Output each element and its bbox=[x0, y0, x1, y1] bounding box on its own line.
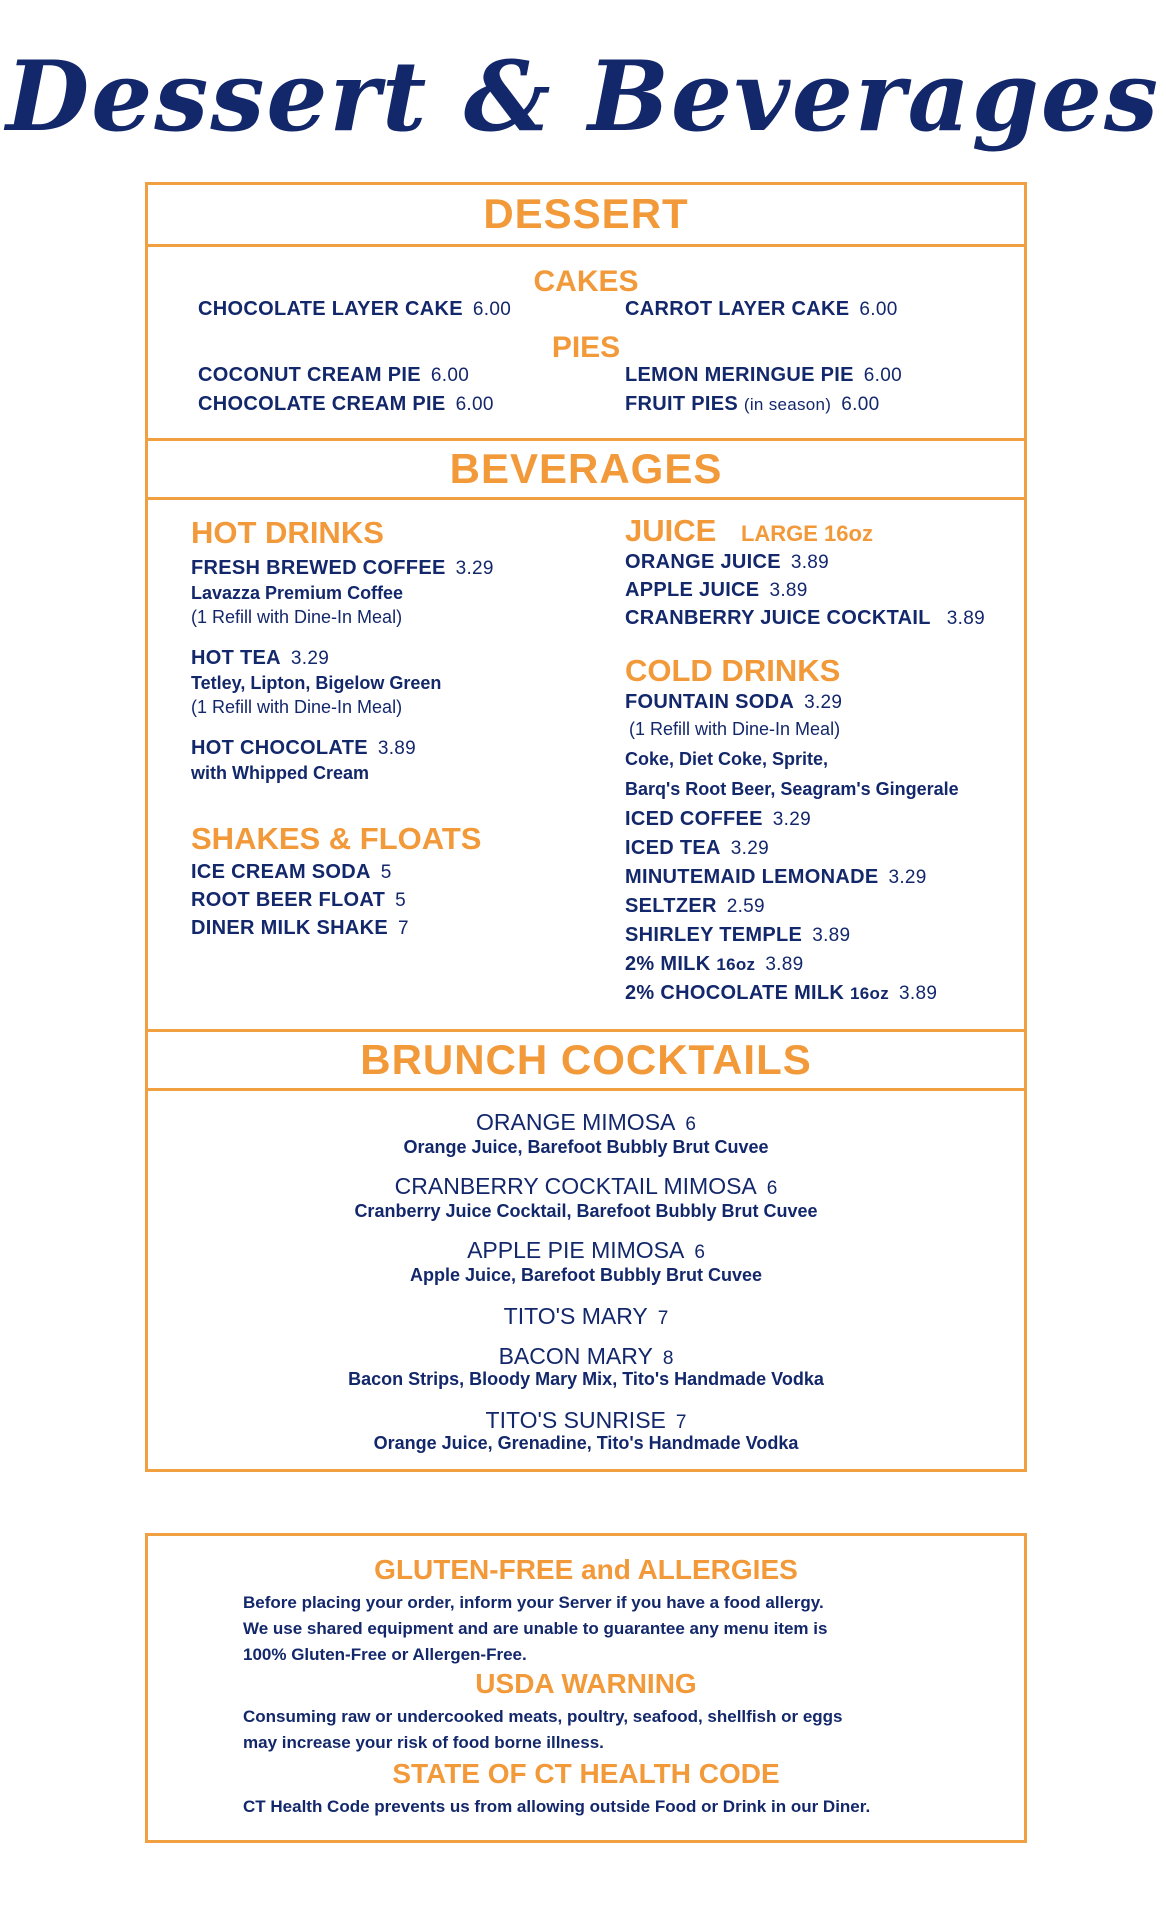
cakes-label: CAKES bbox=[533, 265, 639, 298]
cold-drinks-label: COLD DRINKS bbox=[625, 653, 841, 688]
item-description: Coke, Diet Coke, Sprite, bbox=[625, 749, 829, 769]
menu-item: MINUTEMAID LEMONADE 3.29 bbox=[625, 866, 927, 888]
cocktail-description: Cranberry Juice Cocktail, Barefoot Bubbly Brut Cuvee bbox=[354, 1201, 818, 1221]
usda-warning-label: USDA WARNING bbox=[475, 1668, 697, 1699]
shakes-floats-label: SHAKES & FLOATS bbox=[191, 821, 482, 856]
dessert-header-text: DESSERT bbox=[483, 190, 689, 237]
menu-item: ORANGE JUICE 3.89 bbox=[625, 551, 830, 573]
item-description: Barq's Root Beer, Seagram's Gingerale bbox=[625, 779, 959, 799]
beverages-header-text: BEVERAGES bbox=[449, 445, 723, 492]
menu-item: DINER MILK SHAKE 7 bbox=[191, 917, 409, 939]
cocktail-description: Orange Juice, Barefoot Bubbly Brut Cuvee bbox=[403, 1137, 769, 1157]
menu-item: CARROT LAYER CAKE 6.00 bbox=[625, 298, 898, 320]
cocktail-name: CRANBERRY COCKTAIL MIMOSA 6 bbox=[394, 1173, 778, 1199]
cocktail-name: BACON MARY 8 bbox=[498, 1343, 674, 1369]
menu-item: 2% CHOCOLATE MILK 16oz 3.89 bbox=[625, 982, 938, 1004]
menu-item: ROOT BEER FLOAT 5 bbox=[191, 889, 406, 911]
usda-warning-text: Consuming raw or undercooked meats, poultry, seafood, shellfish or eggs may increase your risk of food borne illness. bbox=[243, 1707, 843, 1752]
cocktail-name: TITO'S SUNRISE 7 bbox=[485, 1407, 687, 1433]
menu-item: 2% MILK 16oz 3.89 bbox=[625, 953, 804, 975]
cocktail-description: Orange Juice, Grenadine, Tito's Handmade Vodka bbox=[373, 1433, 799, 1453]
page-title: Dessert & Beverages bbox=[5, 40, 1161, 153]
item-description: Tetley, Lipton, Bigelow Green bbox=[191, 673, 442, 693]
item-refill-note: (1 Refill with Dine-In Meal) bbox=[629, 719, 841, 739]
cocktails-header-text: BRUNCH COCKTAILS bbox=[360, 1036, 812, 1083]
menu-item: SELTZER 2.59 bbox=[625, 895, 765, 917]
menu-item: FRESH BREWED COFFEE 3.29 bbox=[191, 557, 494, 579]
menu-item: ICED TEA 3.29 bbox=[625, 837, 769, 859]
menu-item: ICE CREAM SODA 5 bbox=[191, 861, 392, 883]
menu-item: APPLE JUICE 3.89 bbox=[625, 579, 808, 601]
cocktail-name: APPLE PIE MIMOSA 6 bbox=[467, 1237, 705, 1263]
juice-label-text: JUICE bbox=[625, 513, 717, 548]
cocktail-name: ORANGE MIMOSA 6 bbox=[476, 1109, 696, 1135]
item-refill-note: (1 Refill with Dine-In Meal) bbox=[191, 607, 403, 627]
cocktail-description: Bacon Strips, Bloody Mary Mix, Tito's Handmade Vodka bbox=[348, 1369, 824, 1389]
juice-size-label: LARGE 16oz bbox=[740, 521, 873, 546]
item-description: Lavazza Premium Coffee bbox=[191, 583, 404, 603]
gluten-free-label: GLUTEN-FREE and ALLERGIES bbox=[374, 1554, 798, 1585]
pies-label: PIES bbox=[551, 331, 621, 364]
menu-item: FOUNTAIN SODA 3.29 bbox=[625, 691, 843, 713]
cocktails-header bbox=[148, 1029, 1024, 1091]
menu-item: SHIRLEY TEMPLE 3.89 bbox=[625, 924, 851, 946]
ct-health-code-label: STATE OF CT HEALTH CODE bbox=[392, 1758, 780, 1789]
ct-health-code-text: CT Health Code prevents us from allowing outside Food or Drink in our Diner. bbox=[243, 1797, 871, 1816]
menu-item: ICED COFFEE 3.29 bbox=[625, 808, 811, 830]
beverages-header bbox=[148, 438, 1024, 500]
menu-item: HOT TEA 3.29 bbox=[191, 647, 330, 669]
menu-item: COCONUT CREAM PIE 6.00 bbox=[198, 364, 470, 386]
gluten-free-text: Before placing your order, inform your Server if you have a food allergy. We use shared equipment and are unable to guarantee any menu item is 100% Gluten-Free or Allergen-Free. bbox=[243, 1593, 828, 1664]
item-refill-note: (1 Refill with Dine-In Meal) bbox=[191, 697, 403, 717]
cocktail-name: TITO'S MARY 7 bbox=[503, 1303, 669, 1329]
menu-item: CRANBERRY JUICE COCKTAIL 3.89 bbox=[625, 607, 985, 629]
menu-box bbox=[145, 182, 1027, 1472]
hot-drinks-label: HOT DRINKS bbox=[191, 515, 384, 550]
menu-item: FRUIT PIES (in season) 6.00 bbox=[625, 393, 880, 415]
item-description: with Whipped Cream bbox=[191, 763, 370, 783]
juice-label bbox=[625, 513, 873, 549]
cocktail-description: Apple Juice, Barefoot Bubbly Brut Cuvee bbox=[409, 1265, 763, 1285]
menu-item: HOT CHOCOLATE 3.89 bbox=[191, 737, 417, 759]
menu-item: LEMON MERINGUE PIE 6.00 bbox=[625, 364, 902, 386]
dessert-header bbox=[148, 185, 1024, 247]
menu-item: CHOCOLATE CREAM PIE 6.00 bbox=[198, 393, 494, 415]
menu-item: CHOCOLATE LAYER CAKE 6.00 bbox=[198, 298, 512, 320]
info-box bbox=[145, 1533, 1027, 1843]
